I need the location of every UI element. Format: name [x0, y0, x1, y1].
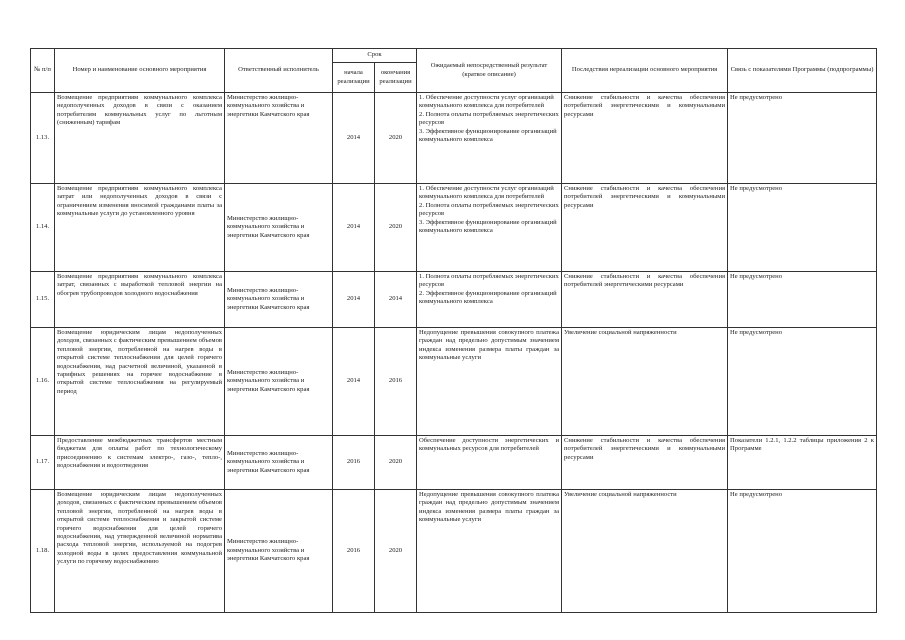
expected-result: Недопущение превышения совокупного платежа граждан над предельно допустимым значением индекса изменения размера платы граждан за коммунальные услуги: [417, 490, 562, 613]
program-link: Не предусмотрено: [728, 93, 877, 184]
program-link: Не предусмотрено: [728, 490, 877, 613]
program-link: Показатели 1.2.1, 1.2.2 таблицы приложения 2 к Программе: [728, 436, 877, 490]
table-row: [31, 184, 877, 272]
executor: Министерство жилищно-коммунального хозяйства и энергетики Камчатского края: [225, 272, 333, 328]
row-number: 1.16.: [31, 328, 55, 436]
expected-result: 1. Полнота оплаты потребляемых энергетических ресурсов 2. Эффективное функционирование организаций коммунального комплекса: [417, 272, 562, 328]
executor: Министерство жилищно-коммунального хозяйства и энергетики Камчатского края: [225, 184, 333, 272]
start-year: 2014: [333, 328, 375, 436]
end-year: 2020: [375, 436, 417, 490]
end-year: 2020: [375, 184, 417, 272]
measure-name: Возмещение предприятиям коммунального комплекса недополученных доходов в связи с оказанием потребителям коммунальных услуг по льготным (сниженным) тарифам: [55, 93, 225, 184]
start-year: 2016: [333, 436, 375, 490]
end-year: 2016: [375, 328, 417, 436]
expected-result: Обеспечение доступности энергетических и коммунальных ресурсов для потребителей: [417, 436, 562, 490]
consequences: Увеличение социальной напряженности: [562, 490, 728, 613]
measure-name: Возмещение юридическим лицам недополученных доходов, связанных с фактическим превышением объемов тепловой энергии, потребленной на нагрев воды в открытой системе теплоснабжения для целей горячего водоснабжения, над расчетной величиной, указанной в тарифных решениях на горячее водоснабжение в открытой системе теплоснабжения на регулируемый период: [55, 328, 225, 436]
header-consequences: Последствия нереализации основного мероприятия: [562, 49, 728, 93]
header-name: Номер и наименование основного мероприятия: [55, 49, 225, 93]
end-year: 2014: [375, 272, 417, 328]
table-row: [31, 328, 877, 436]
start-year: 2014: [333, 184, 375, 272]
row-number: 1.15.: [31, 272, 55, 328]
program-link: Не предусмотрено: [728, 184, 877, 272]
measure-name: Возмещение юридическим лицам недополученных доходов, связанных с фактическим превышением объемов тепловой энергии, потребленной на нагрев воды в открытой системе теплоснабжения и закрытой системе горячего водоснабжения для целей горячего водоснабжения, над утвержденной величиной норматива расхода тепловой энергии, используемой на подогрев холодной воды в целях предоставления коммунальной услуги по горячему водоснабжению: [55, 490, 225, 613]
consequences: Снижение стабильности и качества обеспечения потребителей энергетическими и коммунальными ресурсами: [562, 93, 728, 184]
measure-name: Предоставление межбюджетных трансфертов местным бюджетам для оплаты работ по технологическому присоединению к системам электро-, газо-, тепло-, водоснабжения и водоотведения: [55, 436, 225, 490]
expected-result: Недопущение превышения совокупного платежа граждан над предельно допустимым значением индекса изменения размера платы граждан за коммунальные услуги: [417, 328, 562, 436]
start-year: 2016: [333, 490, 375, 613]
row-number: 1.13.: [31, 93, 55, 184]
consequences: Снижение стабильности и качества обеспечения потребителей энергетическими и коммунальными ресурсами: [562, 436, 728, 490]
consequences: Снижение стабильности и качества обеспечения потребителей энергетическими и коммунальными ресурсами: [562, 184, 728, 272]
executor: Министерство жилищно-коммунального хозяйства и энергетики Камчатского края: [225, 436, 333, 490]
header-link: Связь с показателями Программы (подпрограммы): [728, 49, 877, 93]
end-year: 2020: [375, 490, 417, 613]
executor: Министерство жилищно-коммунального хозяйства и энергетики Камчатского края: [225, 490, 333, 613]
row-number: 1.18.: [31, 490, 55, 613]
table-row: [31, 436, 877, 490]
row-number: 1.17.: [31, 436, 55, 490]
row-number: 1.14.: [31, 184, 55, 272]
table-row: [31, 272, 877, 328]
consequences: Увеличение социальной напряженности: [562, 328, 728, 436]
table-row: [31, 490, 877, 613]
table-row: [31, 93, 877, 184]
executor: Министерство жилищно-коммунального хозяйства и энергетики Камчатского края: [225, 328, 333, 436]
start-year: 2014: [333, 272, 375, 328]
header-term: Срок: [333, 49, 417, 63]
header-num: № п/п: [31, 49, 55, 93]
header-row-1: [31, 49, 877, 63]
measure-name: Возмещение предприятиям коммунального комплекса затрат или недополученных доходов в связи с ограничением изменения вносимой гражданами платы за коммунальные услуги до установленного уровня: [55, 184, 225, 272]
program-link: Не предусмотрено: [728, 328, 877, 436]
consequences: Снижение стабильности и качества обеспечения потребителей энергетическими ресурсами: [562, 272, 728, 328]
end-year: 2020: [375, 93, 417, 184]
start-year: 2014: [333, 93, 375, 184]
header-result: Ожидаемый непосредственный результат (краткое описание): [417, 49, 562, 93]
header-start: начала реализации: [333, 63, 375, 93]
header-end: окончания реализации: [375, 63, 417, 93]
executor: Министерство жилищно-коммунального хозяйства и энергетики Камчатского края: [225, 93, 333, 184]
header-executor: Ответственный исполнитель: [225, 49, 333, 93]
measure-name: Возмещение предприятиям коммунального комплекса затрат, связанных с выработкой тепловой энергии на обогрев трубопроводов холодного водоснабжения: [55, 272, 225, 328]
expected-result: 1. Обеспечение доступности услуг организаций коммунального комплекса для потребителей 2. Полнота оплаты потребляемых энергетических ресурсов 3. Эффективное функционирование организаций коммунального комплекса: [417, 184, 562, 272]
program-link: Не предусмотрено: [728, 272, 877, 328]
expected-result: 1. Обеспечение доступности услуг организаций коммунального комплекса для потребителей 2. Полнота оплаты потребляемых энергетических ресурсов 3. Эффективное функционирование организаций коммунального комплекса: [417, 93, 562, 184]
measures-table: [30, 48, 877, 613]
